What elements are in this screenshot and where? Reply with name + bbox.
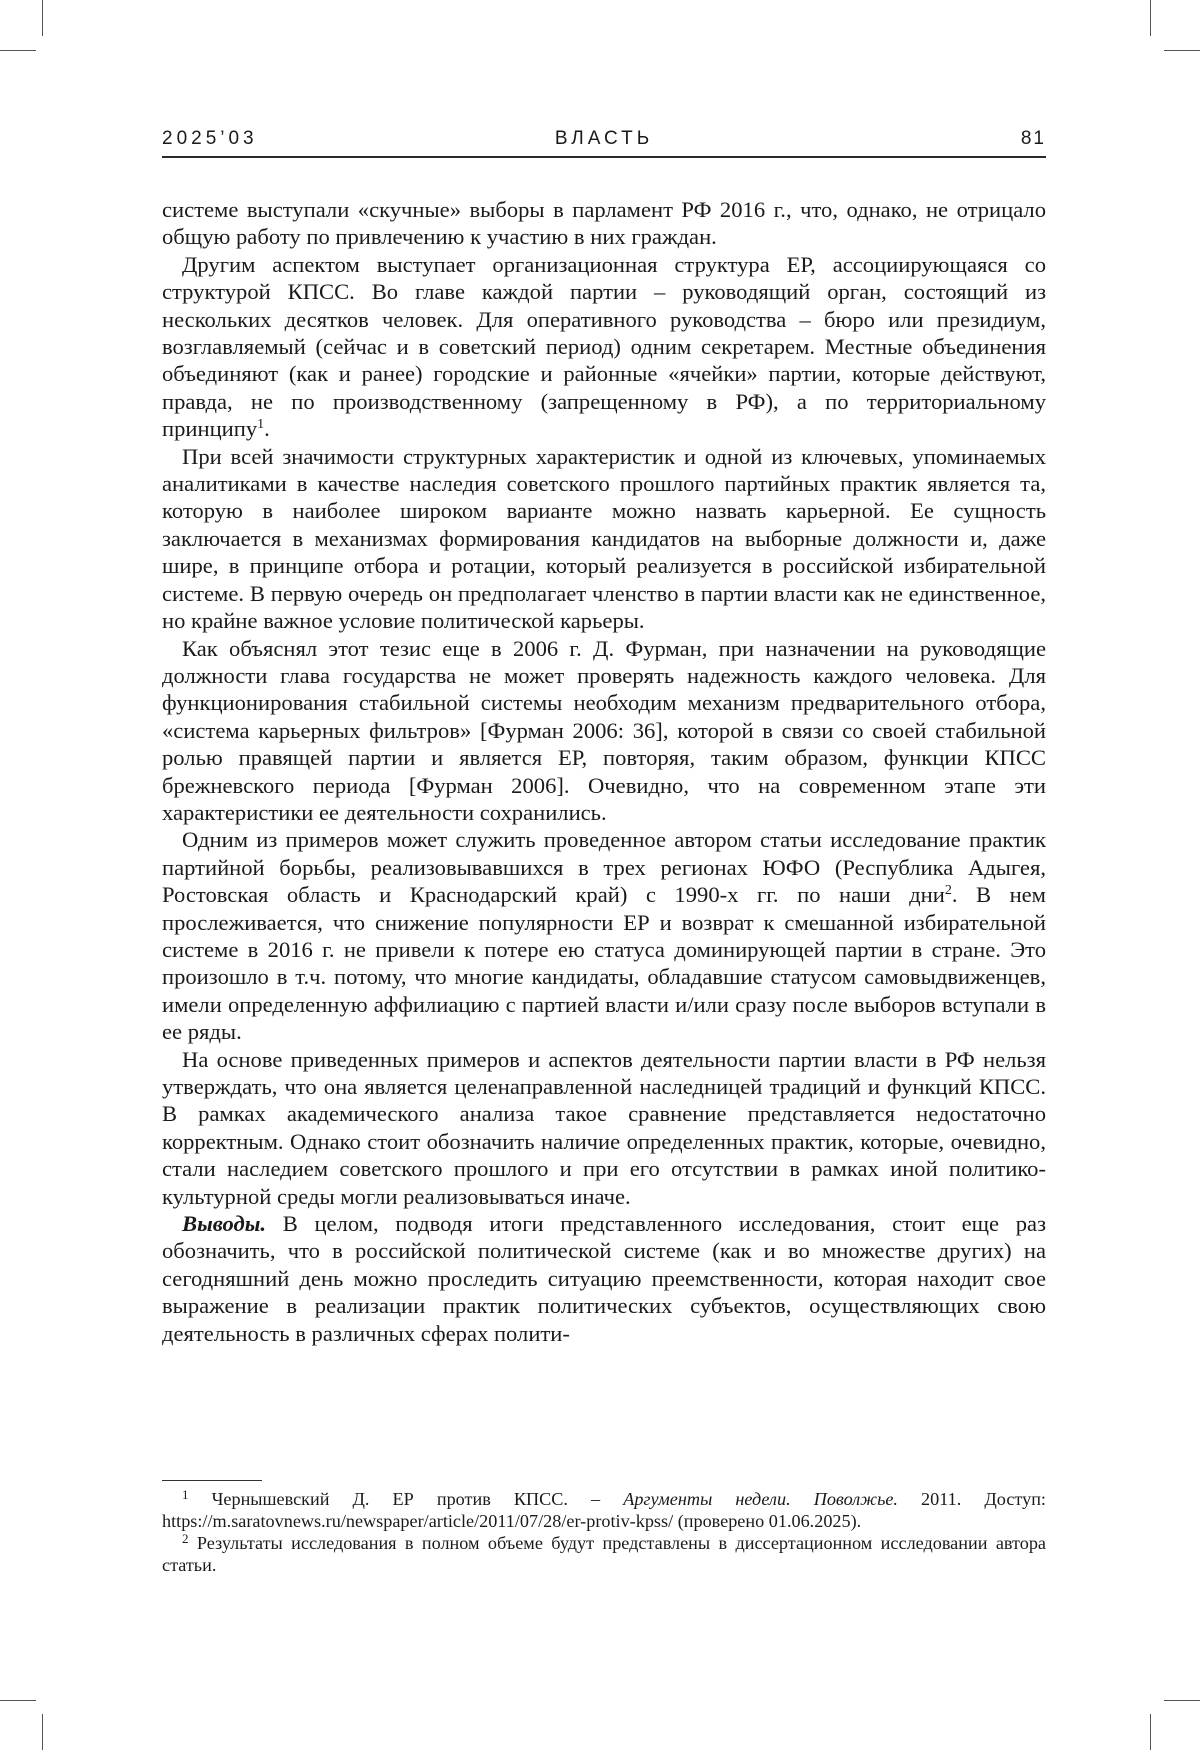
paragraph-text: системе выступали «скучные» выборы в парламент РФ 2016 г., что, однако, не отрицало общую работу по привлечению к участию в них граждан.: [162, 197, 1046, 250]
footnote-link[interactable]: https://m.saratovnews.ru/newspaper/article/2011/07/28/er-protiv-kpss/: [162, 1511, 674, 1531]
paragraph: [162, 196, 1046, 251]
crop-mark: [1150, 1714, 1151, 1750]
footnote-text: Чернышевский Д. ЕР против КПСС. –: [188, 1489, 624, 1509]
paragraph: [162, 826, 1046, 1045]
journal-title: ВЛАСТЬ: [554, 128, 654, 149]
paragraph-text: Другим аспектом выступает организационная структура ЕР, ассоциирующаяся со структурой КПСС. Во главе каждой партии – руководящий орган, состоящий из нескольких десятков человек. Для оперативного руководства – бюро или президиум, возглавляемый (сейчас и в советский период) одним секретарем. Местные объединения объединяют (как и ранее) городские и районные «ячейки» партии, которые действуют, правда, не по производственному (запрещенному в РФ), а по территориальному принципу: [162, 251, 1046, 442]
paragraph-text: Одним из примеров может служить проведенное автором статьи исследование практик партийной борьбы, реализовывавшихся в трех регионах ЮФО (Республика Адыгея, Ростовская область и Краснодарский край) с 1990-х гг. по наши дни: [162, 827, 1046, 908]
running-header: [162, 124, 1046, 158]
footnotes: [162, 1488, 1046, 1576]
issue-number: 2025’03: [162, 128, 258, 149]
footnote-text: Результаты исследования в полном объеме будут представлены в диссертационном исследовании автора статьи.: [162, 1533, 1046, 1575]
paragraph-text: При всей значимости структурных характеристик и одной из ключевых, упоминаемых аналитиками в качестве наследия советского прошлого партийных практик является та, которую в наиболее широком варианте можно назвать карьерной. Ее сущность заключается в механизмах формирования кандидатов на выборные должности и, даже шире, в принципе отбора и ротации, который реализуется в российской избирательной системе. В первую очередь он предполагает членство в партии власти как не единственное, но крайне важное условие политической карьеры.: [162, 443, 1046, 634]
paragraph-text: В целом, подводя итоги представленного исследования, стоит еще раз обозначить, что в российской политической системе (как и во множестве других) на сегодняшний день можно проследить ситуацию преемственности, которая находит свое выражение в реализации практик политических субъектов, осуществляющих свою деятельность в различных сферах полити-: [162, 1211, 1046, 1346]
crop-mark: [0, 50, 36, 51]
footnote-source: Аргументы недели. Поволжье.: [623, 1489, 898, 1509]
paragraph-text: .: [264, 416, 270, 442]
footnote-divider: [162, 1480, 262, 1481]
footnote-text: 2011. Доступ:: [897, 1489, 1046, 1509]
footnote-ref[interactable]: 1: [257, 417, 265, 433]
paragraph: [162, 443, 1046, 635]
footnote-ref[interactable]: 2: [944, 883, 952, 899]
footnote-2: [162, 1532, 1046, 1576]
footnote-marker: 2: [182, 1531, 189, 1546]
crop-mark: [1164, 50, 1200, 51]
section-lead: Выводы.: [182, 1211, 267, 1237]
crop-mark: [42, 0, 43, 36]
footnote-1: [162, 1488, 1046, 1532]
paragraph: [162, 1046, 1046, 1210]
footnote-text: (проверено 01.06.2025).: [673, 1511, 862, 1531]
paragraph-text: . В нем прослеживается, что снижение популярности ЕР и возврат к смешанной избирательной системе в 2016 г. не привели к потере ею статуса доминирующей партии в стране. Это произошло в т.ч. потому, что многие кандидаты, обладавшие статусом самовыдвиженцев, имели определенную аффилиацию с партией власти и/или сразу после выборов вступали в ее ряды.: [162, 882, 1046, 1045]
crop-mark: [1150, 0, 1151, 36]
crop-mark: [42, 1714, 43, 1750]
paragraph: [162, 251, 1046, 443]
paragraph-text: На основе приведенных примеров и аспектов деятельности партии власти в РФ нельзя утверждать, что она является целенаправленной наследницей традиций и функций КПСС. В рамках академического анализа такое сравнение представляется недостаточно корректным. Однако стоит обозначить наличие определенных практик, которые, очевидно, стали наследием советского прошлого и при его отсутствии в рамках иной политико-культурной среды могли реализовываться иначе.: [162, 1046, 1046, 1209]
paragraph-text: Как объяснял этот тезис еще в 2006 г. Д. Фурман, при назначении на руководящие должности глава государства не может проверять надежность каждого человека. Для функционирования стабильной системы необходим механизм предварительного отбора, «система карьерных фильтров» [Фурман 2006: 36], которой в связи со своей стабильной ролью правящей партии и является ЕР, повторяя, таким образом, функции КПСС брежневского периода [Фурман 2006]. Очевидно, что на современном этапе эти характеристики ее деятельности сохранились.: [162, 635, 1046, 825]
footnote-marker: 1: [182, 1487, 189, 1502]
paragraph: [162, 1210, 1046, 1347]
crop-mark: [0, 1700, 36, 1701]
article-body: [162, 196, 1046, 1347]
crop-mark: [1164, 1700, 1200, 1701]
paragraph: [162, 635, 1046, 827]
page-number: 81: [1020, 128, 1046, 149]
